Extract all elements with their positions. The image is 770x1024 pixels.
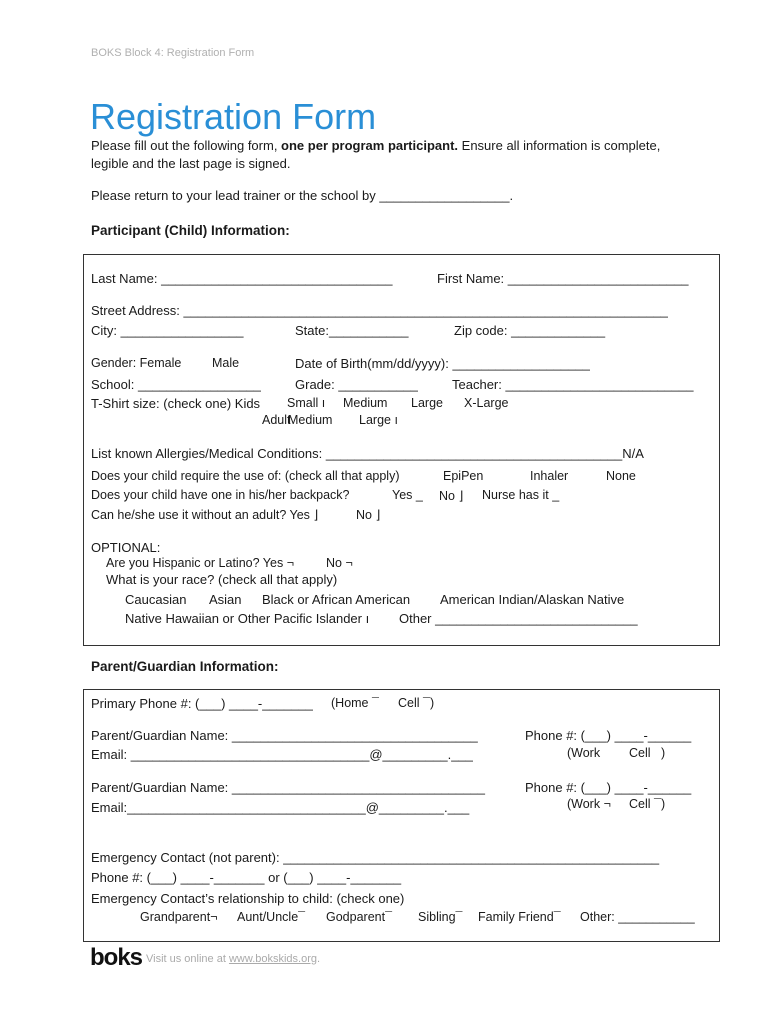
- hispanic-no-label: No: [326, 556, 342, 570]
- checkbox-icon: _: [552, 488, 560, 502]
- guardian1-email-field[interactable]: Email: _________________________________@_________.___: [91, 747, 473, 762]
- backpack-nurse-label: Nurse has it: [482, 488, 549, 502]
- adult-medium-option[interactable]: Medium: [288, 413, 333, 427]
- grade-field[interactable]: Grade: ___________: [295, 377, 418, 392]
- checkbox-icon: ¯: [423, 696, 430, 710]
- intro-text-post: Ensure all information is complete,: [458, 138, 661, 153]
- guardian2-name-field[interactable]: Parent/Guardian Name: ___________________________________: [91, 780, 485, 795]
- race-native-option[interactable]: American Indian/Alaskan Native: [440, 592, 625, 607]
- grandparent-label: Grandparent: [140, 910, 211, 924]
- kids-medium-option[interactable]: Medium: [343, 396, 388, 410]
- emergency-phone-field[interactable]: Phone #: (___) ____-_______ or (___) ____-_______: [91, 870, 402, 885]
- race-question: What is your race? (check all that apply): [106, 572, 338, 587]
- document-header: BOKS Block 4: Registration Form: [91, 47, 255, 59]
- aunt-label: Aunt/Uncle: [237, 910, 299, 924]
- footer-visit-text: Visit us online at: [146, 953, 229, 965]
- intro-line-1: [91, 137, 660, 155]
- race-hawaiian-option[interactable]: [125, 611, 369, 626]
- checkbox-icon: ⌋: [375, 508, 381, 522]
- kids-small-option[interactable]: [287, 396, 325, 410]
- paren-close: ): [660, 797, 666, 811]
- checkbox-icon: ı: [321, 396, 326, 410]
- gender-male-option[interactable]: Male: [212, 356, 240, 370]
- zip-field[interactable]: Zip code: _____________: [454, 323, 606, 338]
- backpack-yes-label: Yes: [392, 488, 413, 502]
- race-asian-option[interactable]: Asian: [209, 592, 242, 607]
- sibling-label: Sibling: [418, 910, 456, 924]
- rel-aunt-option[interactable]: [237, 910, 305, 924]
- primary-cell-option[interactable]: [398, 696, 434, 710]
- return-line: Please return to your lead trainer or the school by __________________.: [91, 188, 514, 203]
- tshirt-label: T-Shirt size: (check one) Kids: [91, 396, 261, 411]
- guardian2-email-field[interactable]: Email:_________________________________@_________.___: [91, 800, 470, 815]
- hispanic-no-option[interactable]: [326, 556, 353, 570]
- checkbox-icon: ¬: [345, 556, 353, 570]
- backpack-nurse-option[interactable]: [482, 488, 559, 502]
- checkbox-icon: ¯: [553, 910, 561, 924]
- guardian2-cell-option[interactable]: [629, 797, 665, 811]
- race-caucasian-option[interactable]: Caucasian: [125, 592, 187, 607]
- checkbox-icon: ¬: [603, 797, 611, 811]
- boks-logo: [90, 942, 143, 971]
- street-address-field[interactable]: Street Address: ___________________________________________________________________: [91, 303, 668, 318]
- optional-label: OPTIONAL:: [91, 540, 161, 555]
- race-other-field[interactable]: Other ____________________________: [399, 611, 638, 626]
- checkbox-icon: ¯: [298, 910, 306, 924]
- allergies-field[interactable]: List known Allergies/Medical Conditions: _________________________________________N/A: [91, 446, 644, 461]
- kids-xlarge-option[interactable]: X-Large: [464, 396, 509, 410]
- adult-large-option[interactable]: [359, 413, 398, 427]
- paren-close: ): [660, 746, 666, 760]
- race-black-option[interactable]: Black or African American: [262, 592, 411, 607]
- adult-large-label: Large: [359, 413, 391, 427]
- epipen-option[interactable]: EpiPen: [443, 469, 484, 483]
- cell-label: Cell: [629, 746, 651, 760]
- backpack-no-option[interactable]: [439, 488, 463, 503]
- checkbox-icon: ⌋: [458, 489, 464, 503]
- footer-url-link[interactable]: www.bokskids.org: [228, 953, 318, 965]
- school-field[interactable]: School: _________________: [91, 377, 261, 392]
- gender-female-option[interactable]: Gender: Female: [91, 356, 182, 370]
- last-name-field[interactable]: Last Name: ________________________________: [91, 271, 393, 286]
- backpack-question: Does your child have one in his/her backpack?: [91, 488, 350, 502]
- guardian2-phone-field[interactable]: Phone #: (___) ____-______: [525, 780, 692, 795]
- without-adult-question[interactable]: [91, 507, 318, 522]
- paren-close: ): [429, 696, 435, 710]
- checkbox-icon: ¯: [372, 696, 379, 710]
- work-label: (Work: [567, 797, 601, 811]
- rel-friend-option[interactable]: [478, 910, 561, 924]
- backpack-yes-option[interactable]: [392, 488, 423, 502]
- inhaler-option[interactable]: Inhaler: [530, 469, 569, 483]
- checkbox-icon: ı: [394, 413, 398, 427]
- page-title: Registration Form: [90, 96, 377, 137]
- adult-label: Adult: [262, 413, 291, 427]
- without-adult-no-option[interactable]: [356, 507, 380, 522]
- rel-godparent-option[interactable]: [326, 910, 392, 924]
- checkbox-icon: _: [415, 488, 423, 502]
- state-field[interactable]: State:___________: [295, 323, 409, 338]
- checkbox-icon: ¬: [286, 556, 294, 570]
- primary-home-option[interactable]: [331, 696, 379, 710]
- cell-label: Cell: [398, 696, 420, 710]
- first-name-field[interactable]: First Name: _________________________: [437, 271, 689, 286]
- relationship-question: Emergency Contact’s relationship to child: (check one): [91, 891, 405, 906]
- guardian1-name-field[interactable]: Parent/Guardian Name: __________________________________: [91, 728, 478, 743]
- footer-visit: [146, 953, 320, 965]
- none-option[interactable]: None: [606, 469, 636, 483]
- checkbox-icon: ¯: [455, 910, 463, 924]
- home-label: (Home: [331, 696, 369, 710]
- friend-label: Family Friend: [478, 910, 554, 924]
- rel-other-field[interactable]: Other: ___________: [580, 910, 695, 924]
- checkbox-icon: ı: [365, 611, 370, 626]
- rel-grandparent-option[interactable]: [140, 910, 218, 924]
- intro-text: Please fill out the following form,: [91, 138, 282, 153]
- without-adult-label: Can he/she use it without an adult? Yes: [91, 508, 310, 522]
- primary-phone-field[interactable]: Primary Phone #: (___) ____-_______: [91, 696, 313, 711]
- emergency-contact-field[interactable]: Emergency Contact (not parent): ____________________________________________________: [91, 850, 660, 865]
- teacher-field[interactable]: Teacher: __________________________: [452, 377, 694, 392]
- require-question: Does your child require the use of: (check all that apply): [91, 469, 400, 483]
- intro-bold: one per program participant.: [281, 138, 459, 153]
- checkbox-icon: ¯: [654, 797, 661, 811]
- checkbox-icon: ¯: [385, 910, 392, 924]
- rel-sibling-option[interactable]: [418, 910, 462, 924]
- checkbox-icon: ¬: [210, 910, 218, 924]
- participant-heading: Participant (Child) Information:: [91, 223, 290, 238]
- intro-line-2: legible and the last page is signed.: [91, 156, 291, 171]
- guardian2-work-option[interactable]: [567, 797, 611, 811]
- city-field[interactable]: City: _________________: [91, 323, 244, 338]
- dob-field[interactable]: Date of Birth(mm/dd/yyyy): ___________________: [295, 356, 590, 371]
- godparent-label: Godparent: [326, 910, 386, 924]
- footer-period: .: [317, 953, 321, 965]
- hispanic-label: Are you Hispanic or Latino? Yes: [106, 556, 284, 570]
- backpack-no-label: No: [439, 489, 455, 503]
- logo-text: boks: [90, 944, 143, 971]
- hispanic-question[interactable]: [106, 556, 294, 570]
- checkbox-icon: ⌋: [313, 508, 319, 522]
- guardian1-work-option[interactable]: (Work: [567, 746, 601, 760]
- guardian1-cell-option[interactable]: [629, 746, 665, 760]
- race-hawaiian-label: Native Hawaiian or Other Pacific Islander: [125, 611, 362, 626]
- without-adult-no-label: No: [356, 508, 372, 522]
- kids-small-label: Small: [287, 396, 319, 410]
- kids-large-option[interactable]: Large: [411, 396, 443, 410]
- parent-heading: Parent/Guardian Information:: [91, 659, 279, 674]
- guardian1-phone-field[interactable]: Phone #: (___) ____-______: [525, 728, 692, 743]
- cell-label: Cell: [629, 797, 651, 811]
